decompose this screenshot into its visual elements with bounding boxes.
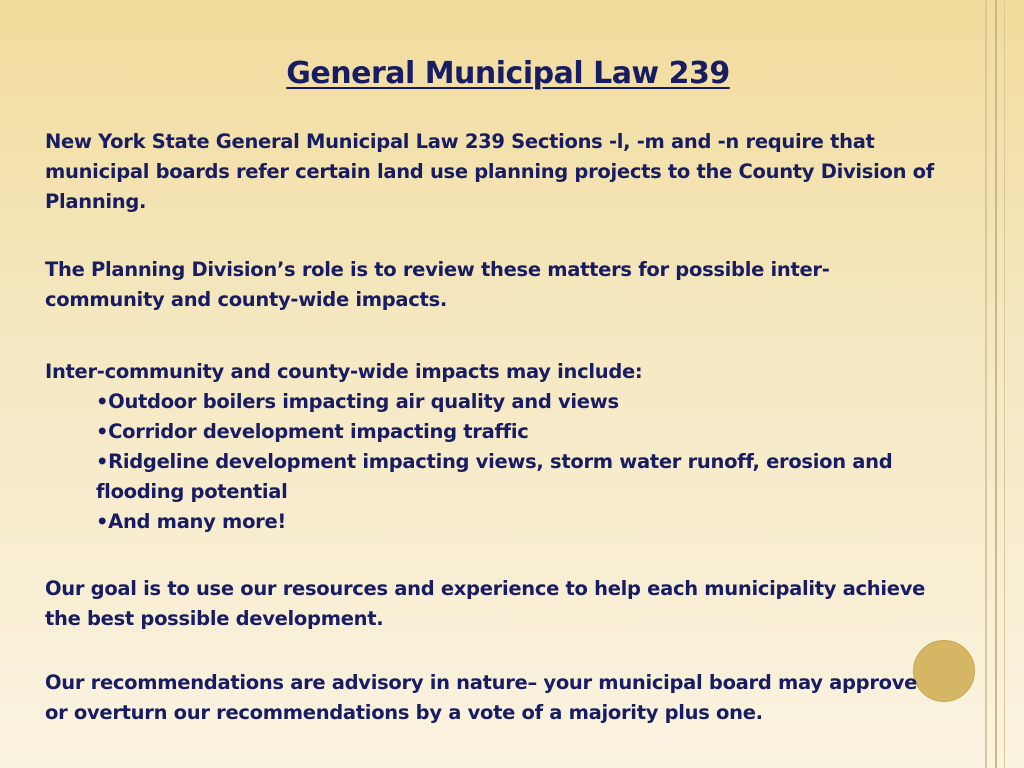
list-item: •And many more!: [96, 510, 286, 533]
slide-title: General Municipal Law 239: [286, 56, 730, 91]
list-item: •Outdoor boilers impacting air quality and views: [96, 390, 619, 413]
decorative-rule: [1004, 0, 1005, 768]
impacts-intro: Inter-community and county-wide impacts may include:: [45, 360, 643, 383]
decorative-rule: [985, 0, 987, 768]
list-item: •Ridgeline development impacting views, storm water runoff, erosion and flooding potential: [96, 450, 893, 503]
impacts-list: [45, 387, 935, 537]
impacts-section: [45, 357, 935, 537]
paragraph-advisory: Our recommendations are advisory in nature– your municipal board may approve or overturn our recommendations by a vote of a majority plus one.: [45, 671, 918, 724]
decorative-rule: [995, 0, 997, 768]
list-item: •Corridor development impacting traffic: [96, 420, 529, 443]
paragraph-goal: Our goal is to use our resources and experience to help each municipality achieve the best possible development.: [45, 577, 926, 630]
paragraph-division-role: The Planning Division’s role is to review these matters for possible inter-community and county-wide impacts.: [45, 258, 830, 311]
paragraph-law-referral: New York State General Municipal Law 239 Sections -l, -m and -n require that municipal boards refer certain land use planning projects to the County Division of Planning.: [45, 130, 934, 213]
